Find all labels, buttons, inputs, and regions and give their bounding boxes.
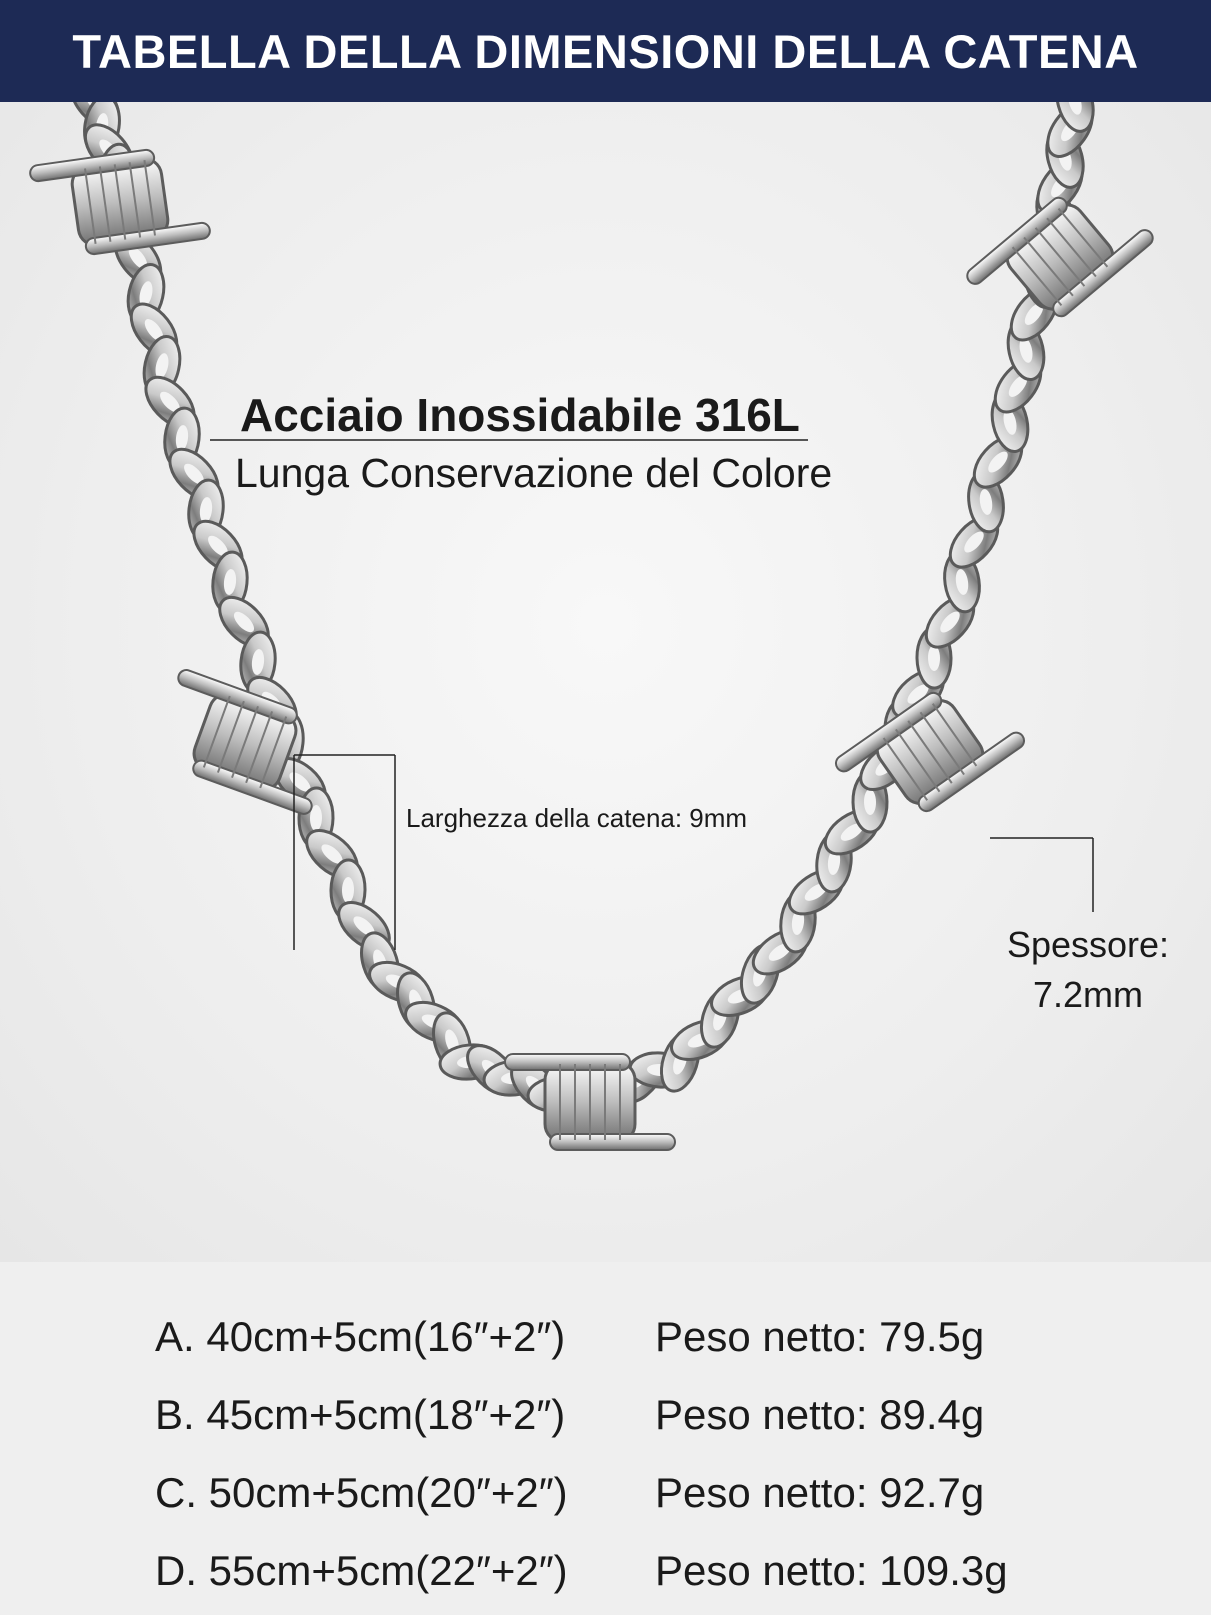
size-length: B. 45cm+5cm(18″+2″) xyxy=(155,1391,566,1438)
thickness-label-line2: 7.2mm xyxy=(1032,974,1144,1015)
chain-thickness-label xyxy=(978,920,1198,1020)
size-row-c xyxy=(155,1454,1008,1532)
size-length: C. 50cm+5cm(20″+2″) xyxy=(155,1469,568,1516)
size-list xyxy=(155,1298,1008,1610)
size-row-d xyxy=(155,1532,1008,1610)
thickness-label-line1: Spessore: xyxy=(1006,924,1170,965)
size-weight: Peso netto: 79.5g xyxy=(655,1313,985,1360)
size-length: D. 55cm+5cm(22″+2″) xyxy=(155,1547,568,1594)
size-weight: Peso netto: 89.4g xyxy=(655,1391,985,1438)
size-length: A. 40cm+5cm(16″+2″) xyxy=(155,1313,566,1360)
page-title: TABELLA DELLA DIMENSIONI DELLA CATENA xyxy=(72,24,1139,78)
size-weight: Peso netto: 109.3g xyxy=(655,1547,1008,1594)
size-row-b xyxy=(155,1376,1008,1454)
material-title: Acciaio Inossidabile 316L xyxy=(240,389,800,441)
size-weight: Peso netto: 92.7g xyxy=(655,1469,985,1516)
chain-width-label: Larghezza della catena: 9mm xyxy=(406,803,748,833)
size-row-a xyxy=(155,1298,1008,1376)
material-subtitle: Lunga Conservazione del Colore xyxy=(235,450,833,496)
